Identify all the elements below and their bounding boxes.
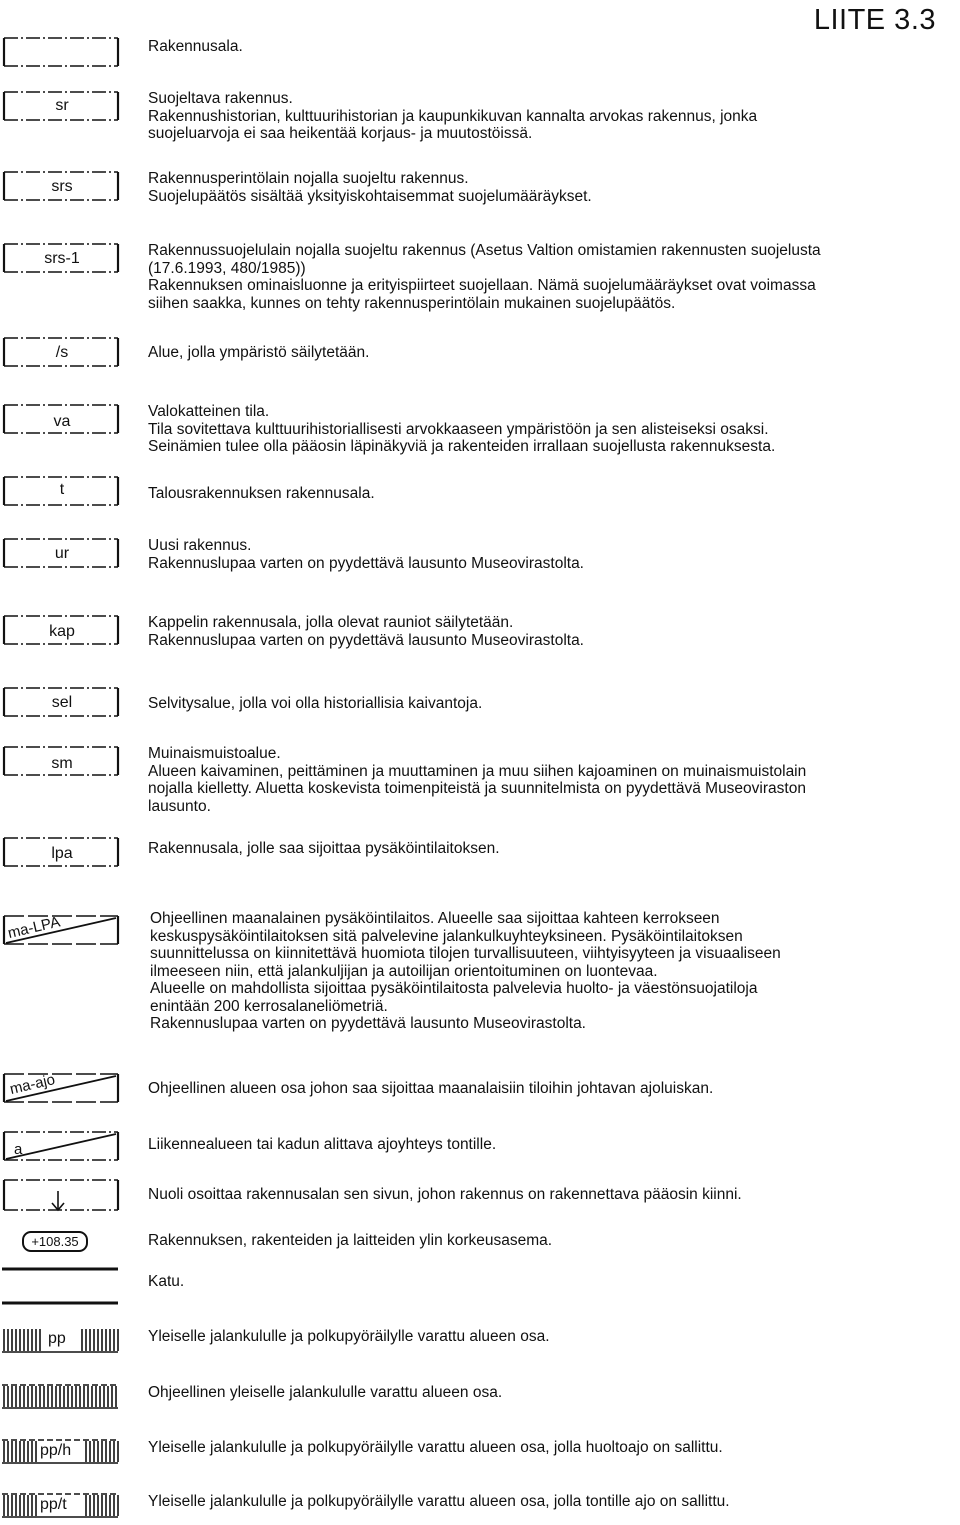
symbol-label: a (14, 1141, 23, 1158)
legend-line: Kappelin rakennusala, jolla olevat rauniot säilytetään. (148, 614, 514, 631)
legend-description (148, 695, 960, 713)
legend-line: Rakennusperintölain nojalla suojeltu rakennus. (148, 170, 469, 187)
legend-description (148, 170, 960, 205)
symbol-label: ma-ajo (8, 1071, 57, 1098)
legend-line: Alue, jolla ympäristö säilytetään. (148, 344, 370, 361)
pp-symbol (0, 1327, 124, 1353)
symbol-label: kap (49, 623, 75, 640)
symbol-label: sm (51, 755, 73, 772)
legend-line: Valokatteinen tila. (148, 403, 270, 420)
legend-description (148, 90, 960, 143)
symbol-label: t (59, 481, 65, 498)
ur-symbol (0, 537, 124, 571)
legend-description (148, 485, 960, 503)
legend-description (148, 344, 960, 362)
legend-line: Rakennussuojelulain nojalla suojeltu rakennus (Asetus Valtion omistamien rakennusten suojelusta (148, 242, 821, 259)
lpa-symbol (0, 836, 124, 870)
a-symbol (0, 1126, 124, 1166)
building-area-symbol (0, 36, 124, 70)
legend-line: Rakennuslupaa varten on pyydettävä lausunto Museovirastolta. (150, 1015, 586, 1032)
legend-line: Alueen kaivaminen, peittäminen ja muuttaminen ja muu siihen kajoaminen on muinaismuistolain (148, 762, 807, 780)
legend-description (148, 1273, 960, 1291)
arrow-down-icon (48, 1190, 68, 1212)
legend-line: suunnittelussa on kiinnitettävä huomiota tilojen turvallisuuteen, viihtyisyyteen ja visuaaliseen (150, 945, 781, 962)
legend-line: Rakennuslupaa varten on pyydettävä lausunto Museovirastolta. (148, 631, 584, 649)
symbol-label: ur (54, 545, 70, 562)
legend-line: Rakennusala, jolle saa sijoittaa pysäköintilaitoksen. (148, 840, 500, 857)
legend-line: Rakennuslupaa varten on pyydettävä lausunto Museovirastolta. (148, 554, 584, 572)
legend-line: keskuspysäköintilaitoksen sitä palvelevine jalankulkuyhteyksineen. Pysäköintilaitoksen (150, 927, 743, 945)
pp-t-symbol (0, 1492, 124, 1518)
street-symbol (0, 1266, 124, 1306)
sr-symbol (0, 90, 124, 124)
legend-description (148, 1493, 960, 1511)
srs-symbol (0, 170, 124, 204)
t-symbol (0, 475, 124, 509)
legend-line: Rakennuksen ominaisluonne ja erityispiirteet suojellaan. Nämä suojelumääräykset ovat voimassa (148, 277, 816, 294)
symbol-label: sr (55, 97, 69, 114)
sel-symbol (0, 686, 124, 720)
symbol-label: srs-1 (44, 250, 80, 267)
ma-ajo-symbol (0, 1068, 124, 1108)
legend-line: (17.6.1993, 480/1985)) (148, 259, 306, 277)
symbol-label: pp/h (40, 1442, 72, 1459)
legend-line: Yleiselle jalankululle ja polkupyöräilylle varattu alueen osa, jolla tontille ajo on sallittu. (148, 1493, 730, 1510)
page-header: LIITE 3.3 (813, 4, 936, 36)
legend-line: Nuoli osoittaa rakennusalan sen sivun, johon rakennus on rakennettava pääosin kiinni. (148, 1186, 742, 1203)
legend-description (150, 910, 960, 1033)
sm-symbol (0, 745, 124, 779)
legend-line: suojeluarvoja ei saa heikentää korjaus- ja muutostöissä. (148, 125, 533, 142)
legend-description (148, 614, 960, 649)
ma-lpa-symbol (0, 910, 124, 950)
legend-line: Talousrakennuksen rakennusala. (148, 485, 375, 502)
legend-description (148, 1384, 960, 1402)
legend-line: Uusi rakennus. (148, 537, 252, 554)
pp-h-symbol (0, 1438, 124, 1464)
legend-line: Liikennealueen tai kadun alittava ajoyhteys tontille. (148, 1136, 497, 1153)
pedestrian-hatch-symbol (0, 1383, 124, 1409)
legend-line: Seinämien tulee olla pääosin läpinäkyviä ja rakenteiden irrallaan suojellusta rakennuksesta. (148, 438, 776, 455)
legend-line: Ohjeellinen alueen osa johon saa sijoittaa maanalaisiin tiloihin johtavan ajoluiskan. (148, 1080, 714, 1097)
symbol-label: ma-LPA (6, 913, 62, 942)
legend-description (148, 1186, 960, 1204)
symbol-label: /s (55, 344, 69, 361)
legend-description (148, 1328, 960, 1346)
legend-line: Yleiselle jalankululle ja polkupyöräilylle varattu alueen osa, jolla huoltoajo on sallittu. (148, 1439, 723, 1456)
legend-description (148, 403, 960, 456)
arrow-symbol (0, 1176, 124, 1216)
legend-line: ilmeeseen niin, että jalankuljijan ja autoilijan orientoituminen on luontevaa. (150, 962, 658, 980)
legend-line: Yleiselle jalankululle ja polkupyöräilylle varattu alueen osa. (148, 1328, 550, 1345)
legend-description (148, 1439, 960, 1457)
legend-line: Suojelupäätös sisältää yksityiskohtaisemmat suojelumääräykset. (148, 187, 592, 205)
symbol-label: srs (51, 178, 73, 195)
s-symbol (0, 336, 124, 370)
legend-line: nojalla kielletty. Aluetta koskevista toimenpiteistä ja suunnitelmista on pyydettävä Museoviraston (148, 780, 806, 797)
legend-line: enintään 200 kerrosalaneliömetriä. (150, 997, 388, 1015)
legend-line: Selvitysalue, jolla voi olla historiallisia kaivantoja. (148, 695, 483, 712)
symbol-label: pp (48, 1330, 66, 1347)
legend-line: Alueelle on mahdollista sijoittaa pysäköintilaitosta palvelevia huolto- ja väestönsuojatiloja (150, 980, 758, 997)
legend-description (148, 1232, 960, 1250)
symbol-label: sel (51, 694, 73, 711)
legend-description (148, 1136, 960, 1154)
legend-line: Ohjeellinen yleiselle jalankululle varattu alueen osa. (148, 1384, 503, 1401)
legend-description (148, 745, 960, 815)
elevation-symbol: +108.35 (22, 1231, 88, 1252)
legend-description (148, 840, 960, 858)
legend-description (148, 38, 960, 56)
legend-line: lausunto. (148, 797, 211, 815)
legend-line: Muinaismuistoalue. (148, 745, 281, 762)
legend-description (148, 537, 960, 572)
legend-line: Katu. (148, 1273, 185, 1290)
legend-line: Suojeltava rakennus. (148, 90, 293, 107)
legend-line: Rakennuksen, rakenteiden ja laitteiden ylin korkeusasema. (148, 1232, 553, 1249)
legend-line: Ohjeellinen maanalainen pysäköintilaitos. Alueelle saa sijoittaa kahteen kerrokseen (150, 910, 720, 927)
symbol-label: pp/t (40, 1496, 67, 1513)
legend-description (148, 1080, 960, 1098)
symbol-label: lpa (51, 845, 73, 862)
symbol-label: va (53, 413, 71, 430)
legend-line: Rakennushistorian, kulttuurihistorian ja kaupunkikuvan kannalta arvokas rakennus, jonka (148, 107, 758, 125)
legend-line: siihen saakka, kunnes on tehty rakennusperintölain mukainen suojelupäätös. (148, 294, 676, 312)
legend-description (148, 242, 960, 312)
kap-symbol (0, 614, 124, 648)
legend-line: Rakennusala. (148, 38, 243, 55)
legend-line: Tila sovitettava kulttuurihistoriallisesti arvokkaaseen ympäristöön ja sen alisteiseksi osaksi. (148, 420, 769, 438)
srs-1-symbol (0, 242, 124, 276)
va-symbol (0, 403, 124, 437)
